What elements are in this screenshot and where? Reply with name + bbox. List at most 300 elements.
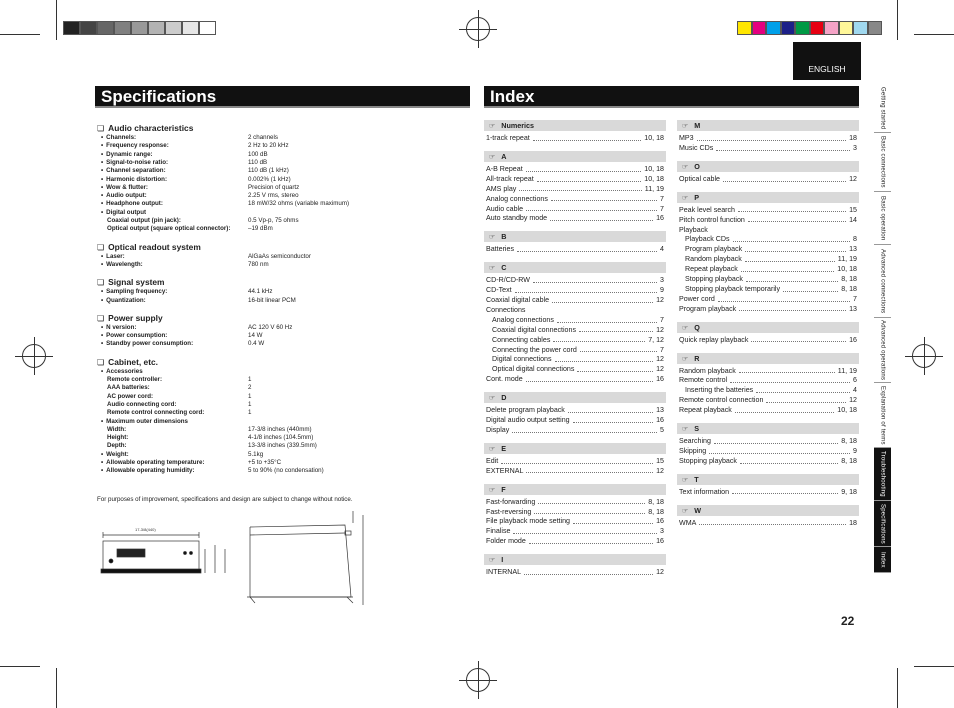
index-term: Cont. mode — [486, 375, 523, 384]
index-term: Digital audio output setting — [486, 416, 570, 424]
spec-key: Height: — [107, 434, 129, 442]
index-page-ref: 7 — [660, 204, 664, 213]
gray-swatch — [199, 21, 216, 35]
index-term: Quick replay playback — [679, 335, 749, 344]
spec-value: 14 W — [248, 332, 263, 340]
spec-key: • N version: — [101, 324, 136, 332]
index-page-ref: 18 — [849, 134, 857, 142]
index-term: Connecting the power cord — [492, 345, 577, 354]
spec-section-heading: ❏ Optical readout system — [97, 242, 201, 252]
spec-key: • Quantization: — [101, 297, 146, 305]
dot-leader — [739, 305, 846, 312]
index-entry — [679, 406, 857, 416]
index-title: Index — [490, 87, 535, 106]
index-entry — [679, 447, 857, 457]
index-entry — [685, 386, 857, 396]
index-page-ref: 8, 18 — [841, 275, 857, 283]
dot-leader — [723, 175, 846, 182]
index-entry — [486, 406, 664, 416]
dot-leader — [783, 285, 838, 292]
index-letter-heading — [677, 192, 859, 203]
spec-value: 2 Hz to 20 kHz — [248, 142, 289, 150]
dot-leader — [552, 296, 653, 303]
index-page-ref: 12 — [656, 466, 664, 475]
front-width-label: 17-3/8(440) — [135, 527, 156, 532]
index-page-ref: 14 — [849, 215, 857, 224]
index-entry — [685, 275, 857, 285]
spec-value: AC 120 V 60 Hz — [248, 323, 293, 331]
spec-value: Precision of quartz — [248, 183, 300, 191]
dot-leader — [579, 326, 653, 333]
index-entry — [486, 306, 664, 316]
index-entry — [679, 226, 857, 236]
index-letter-heading — [677, 161, 859, 172]
dot-leader — [534, 508, 645, 515]
index-term: WMA — [679, 518, 697, 527]
index-letter-heading — [484, 554, 666, 565]
index-term: Playback CDs — [685, 235, 730, 244]
gray-swatch — [148, 21, 165, 35]
color-swatch — [795, 21, 810, 35]
index-page-ref: 11, 19 — [644, 184, 664, 193]
index-page-ref: 16 — [656, 517, 664, 526]
index-page-ref: 10, 18 — [837, 406, 857, 415]
index-entry — [679, 144, 857, 154]
side-tab[interactable] — [874, 448, 891, 501]
index-entry — [486, 508, 664, 518]
index-entry — [486, 568, 664, 578]
index-term: Fast-reversing — [486, 507, 532, 516]
side-tab-label: Troubleshooting — [879, 451, 886, 497]
index-page-ref: 15 — [656, 456, 664, 465]
index-entry — [492, 355, 664, 365]
spec-key: • Frequency response: — [101, 142, 169, 150]
spec-value: 110 dB (1 kHz) — [248, 167, 289, 175]
index-term: Audio cable — [486, 204, 524, 213]
spec-value: 17-3/8 inches (440mm) — [248, 425, 312, 433]
gray-swatch — [165, 21, 182, 35]
dot-leader — [577, 365, 653, 372]
index-term: Stopping playback temporarily — [685, 284, 781, 293]
spec-key: • Headphone output: — [101, 200, 163, 208]
index-term: Fast-forwarding — [486, 497, 536, 506]
spec-key: • Weight: — [101, 451, 129, 459]
index-term: Playback — [679, 225, 708, 234]
index-entry — [679, 396, 857, 406]
index-entry — [492, 326, 664, 336]
index-entry — [486, 527, 664, 537]
dot-leader — [537, 175, 642, 182]
index-page-ref: 9, 18 — [841, 487, 857, 496]
index-page-ref: 11, 19 — [837, 255, 857, 264]
spec-section-heading: ❏ Cabinet, etc. — [97, 357, 158, 367]
index-page-ref: 16 — [656, 214, 664, 223]
dot-leader — [533, 276, 657, 283]
pointing-hand-icon: ☞ — [489, 445, 496, 453]
dot-leader — [733, 235, 850, 242]
dot-leader — [519, 185, 641, 192]
index-term: Inserting the batteries — [685, 386, 754, 395]
index-term: Connecting cables — [492, 335, 551, 344]
index-page-ref: 7, 12 — [648, 335, 664, 344]
index-term: Finalise — [486, 527, 511, 536]
index-page-ref: 10, 18 — [644, 134, 664, 142]
color-swatch — [781, 21, 796, 35]
dot-leader — [738, 206, 846, 213]
index-page-ref: 13 — [656, 406, 664, 415]
index-entry — [486, 537, 664, 547]
registration-mark-left — [22, 344, 46, 368]
pointing-hand-icon: ☞ — [489, 395, 496, 403]
index-entry — [679, 305, 857, 315]
color-swatch — [766, 21, 781, 35]
index-entry — [486, 498, 664, 508]
pointing-hand-icon: ☞ — [682, 476, 689, 484]
dot-leader — [732, 488, 838, 495]
spec-key: Audio connecting cord: — [107, 400, 177, 408]
color-swatch — [839, 21, 854, 35]
dot-leader — [751, 336, 846, 343]
spec-value: –19 dBm — [248, 225, 273, 233]
index-term: Delete program playback — [486, 406, 565, 415]
index-term: Edit — [486, 456, 499, 465]
index-page-ref: 10, 18 — [644, 164, 664, 173]
page-number: 22 — [841, 614, 855, 628]
index-term: Random playback — [685, 255, 742, 264]
spec-key: • Audio output: — [101, 192, 147, 200]
dot-leader — [538, 498, 645, 505]
index-letter-heading — [677, 322, 859, 333]
dot-leader — [745, 255, 835, 262]
index-letter-heading — [484, 231, 666, 242]
index-term: Analog connections — [486, 194, 548, 203]
registration-mark-bottom — [466, 668, 490, 692]
side-tab[interactable] — [874, 547, 891, 573]
index-title-bar — [484, 86, 859, 108]
index-page-ref: 13 — [849, 245, 857, 254]
index-entry — [679, 437, 857, 447]
spec-value: 110 dB — [248, 158, 268, 166]
index-letter-heading — [484, 443, 666, 454]
dot-leader — [555, 355, 654, 362]
index-letter-heading — [677, 120, 859, 131]
spec-key: • Sampling frequency: — [101, 288, 167, 296]
pointing-hand-icon: ☞ — [682, 507, 689, 515]
language-tab — [793, 42, 861, 80]
spec-value: 44.1 kHz — [248, 288, 273, 296]
side-tab-label: Advanced connections — [879, 248, 886, 314]
index-letter-heading — [484, 392, 666, 403]
index-letter: F — [501, 484, 506, 494]
dot-leader — [526, 467, 653, 474]
pointing-hand-icon: ☞ — [682, 163, 689, 171]
index-page-ref: 8 — [853, 235, 857, 244]
spec-key: • Channels: — [101, 134, 136, 142]
index-entry — [486, 205, 664, 215]
index-term: Coaxial digital cable — [486, 296, 550, 304]
index-term: 1-track repeat — [486, 134, 530, 142]
index-letter: B — [501, 232, 507, 242]
index-letter: D — [501, 393, 507, 403]
side-tab[interactable] — [874, 84, 891, 133]
dot-leader — [746, 275, 838, 282]
index-term: Music CDs — [679, 143, 714, 152]
index-letter: A — [501, 151, 507, 161]
index-page-ref: 3 — [660, 276, 664, 285]
spec-key: Remote control connecting cord: — [107, 409, 205, 417]
registration-mark-right — [912, 344, 936, 368]
index-page-ref: 12 — [849, 396, 857, 405]
spec-key: AAA batteries: — [107, 384, 150, 392]
dot-leader — [573, 416, 654, 423]
spec-note: For purposes of improvement, specifications and design are subject to change without notice. — [97, 496, 353, 503]
pointing-hand-icon: ☞ — [489, 486, 496, 494]
dot-leader — [551, 195, 657, 202]
index-page-ref: 5 — [660, 425, 664, 434]
index-entry — [679, 206, 857, 216]
index-letter: Q — [694, 322, 700, 332]
side-tab[interactable] — [874, 383, 891, 448]
dot-leader — [573, 517, 653, 524]
spec-value: 100 dB — [248, 150, 268, 158]
color-swatch — [868, 21, 883, 35]
spec-key: • Signal-to-noise ratio: — [101, 159, 168, 167]
dot-leader — [550, 214, 653, 221]
index-term: Repeat playback — [679, 406, 732, 415]
dimension-drawing — [95, 505, 370, 615]
spec-key: • Dynamic range: — [101, 151, 153, 159]
dot-leader — [517, 245, 657, 252]
index-term: Display — [486, 425, 510, 434]
dot-leader — [741, 265, 834, 272]
index-page-ref: 15 — [849, 205, 857, 214]
index-page-ref: 3 — [660, 527, 664, 536]
dot-leader — [524, 568, 653, 575]
index-page-ref: 12 — [656, 296, 664, 304]
side-tab-label: Explanation of terms — [879, 385, 886, 445]
side-tab[interactable] — [874, 133, 891, 192]
index-page-ref: 8, 18 — [648, 507, 664, 516]
index-entry — [486, 467, 664, 477]
color-swatch — [824, 21, 839, 35]
index-letter: W — [694, 505, 702, 515]
index-page-ref: 18 — [849, 518, 857, 527]
dot-leader — [714, 437, 838, 444]
index-entry — [685, 285, 857, 295]
index-entry — [486, 195, 664, 205]
index-entry — [679, 175, 857, 185]
index-letter: R — [694, 353, 700, 363]
spec-value: 18 mW/32 ohms (variable maximum) — [248, 200, 350, 208]
index-entry — [486, 185, 664, 195]
spec-section-heading: ❏ Signal system — [97, 277, 165, 287]
index-entry — [492, 365, 664, 375]
spec-value: 2 — [248, 384, 252, 392]
index-page-ref: 9 — [660, 286, 664, 295]
dot-leader — [526, 205, 657, 212]
spec-key: • Wavelength: — [101, 261, 143, 269]
side-tab-label: Index — [879, 551, 886, 568]
index-entry — [486, 245, 664, 255]
index-term: Auto standby mode — [486, 214, 548, 223]
index-term: All-track repeat — [486, 174, 534, 183]
pointing-hand-icon: ☞ — [489, 557, 496, 565]
index-term: Pitch control function — [679, 215, 745, 224]
index-term: Program playback — [679, 304, 737, 313]
index-page-ref: 11, 19 — [837, 366, 857, 375]
index-page-ref: 16 — [656, 416, 664, 424]
pointing-hand-icon: ☞ — [682, 426, 689, 433]
index-entry — [685, 265, 857, 275]
index-letter-heading — [484, 151, 666, 162]
spec-value: 2 channels — [248, 134, 278, 141]
spec-key: • Allowable operating temperature: — [101, 459, 205, 467]
index-term: Optical digital connections — [492, 365, 575, 374]
index-letter: Numerics — [501, 121, 535, 130]
index-letter-heading — [484, 484, 666, 495]
side-tab[interactable] — [874, 501, 891, 547]
registration-mark-top — [466, 17, 490, 41]
index-entry — [679, 216, 857, 226]
pointing-hand-icon: ☞ — [489, 234, 496, 242]
index-entry — [679, 488, 857, 498]
spec-value: 4-1/8 inches (104.5mm) — [248, 434, 314, 442]
index-letter-heading — [484, 120, 666, 131]
side-tab-label: Advanced operations — [879, 319, 886, 381]
spec-key: Width: — [107, 425, 127, 433]
index-letter-heading — [677, 353, 859, 364]
spec-key: • Harmonic distortion: — [101, 176, 167, 184]
index-entry — [685, 245, 857, 255]
index-term: CD-Text — [486, 286, 512, 295]
dot-leader — [730, 376, 850, 383]
spec-value: 5 to 90% (no condensation) — [248, 467, 324, 475]
spec-value: 0.5 Vp-p, 75 ohms — [248, 217, 299, 224]
index-letter: P — [694, 192, 700, 202]
spec-value: 5.1kg — [248, 450, 264, 458]
spec-value: 16-bit linear PCM — [248, 296, 296, 304]
side-tab-label: Getting started — [879, 86, 886, 130]
spec-value: 1 — [248, 392, 252, 400]
index-letter-heading — [484, 262, 666, 273]
index-page-ref: 12 — [656, 325, 664, 334]
side-tab[interactable] — [874, 192, 891, 245]
pointing-hand-icon: ☞ — [489, 153, 496, 161]
pointing-hand-icon: ☞ — [682, 355, 689, 363]
index-letter: M — [694, 121, 701, 130]
spec-value: 0.4 W — [248, 340, 265, 348]
dot-leader — [501, 457, 653, 464]
index-entry — [486, 416, 664, 426]
spec-key: • Channel separation: — [101, 167, 166, 175]
index-entry — [492, 346, 664, 356]
index-letter-heading — [677, 423, 859, 434]
dot-leader — [513, 527, 657, 534]
spec-value: 0.002% (1 kHz) — [248, 175, 291, 183]
index-letter: C — [501, 263, 507, 273]
index-term: Skipping — [679, 446, 707, 455]
gray-swatch — [97, 21, 114, 35]
dot-leader — [745, 245, 846, 252]
side-tab-label: Specifications — [879, 503, 886, 544]
dot-leader — [526, 375, 653, 382]
spec-key: Remote controller: — [107, 376, 163, 383]
index-entry — [486, 214, 664, 224]
index-page-ref: 16 — [656, 537, 664, 546]
index-term: Searching — [679, 437, 711, 445]
index-term: CD-R/CD-RW — [486, 276, 530, 285]
dot-leader — [568, 406, 653, 413]
index-term: Optical cable — [679, 174, 721, 183]
spec-value: 1 — [248, 400, 252, 408]
index-page-ref: 8, 18 — [841, 456, 857, 465]
index-term: Digital connections — [492, 355, 552, 364]
index-page-ref: 12 — [656, 568, 664, 577]
index-letter-heading — [677, 505, 859, 516]
dot-leader — [740, 457, 838, 464]
dot-leader — [739, 367, 835, 374]
index-term: Stopping playback — [685, 275, 743, 283]
gray-swatch — [182, 21, 199, 35]
dot-leader — [533, 134, 642, 141]
index-entry — [685, 255, 857, 265]
index-term: Coaxial digital connections — [492, 325, 576, 334]
index-letter: I — [501, 555, 504, 565]
index-letter: T — [694, 474, 699, 484]
spec-key: • Accessories — [101, 368, 143, 376]
index-entry — [486, 426, 664, 436]
index-term: AMS play — [486, 184, 517, 193]
side-tab[interactable] — [874, 245, 891, 318]
spec-value: 13-3/8 inches (339.5mm) — [248, 442, 317, 450]
gray-swatch — [114, 21, 131, 35]
index-page-ref: 13 — [849, 304, 857, 313]
index-entry — [486, 375, 664, 385]
spec-key: AC power cord: — [107, 392, 154, 400]
index-term: Text information — [679, 487, 730, 496]
index-page-ref: 10, 18 — [644, 174, 664, 183]
index-entry — [679, 457, 857, 467]
spec-key: • Digital output — [101, 209, 146, 217]
index-term: EXTERNAL — [486, 466, 524, 475]
spec-value: 2.25 V rms, stereo — [248, 192, 299, 200]
index-entry — [679, 367, 857, 377]
index-term: Program playback — [685, 245, 743, 254]
index-entry — [486, 517, 664, 527]
index-entry — [679, 295, 857, 305]
side-tab[interactable] — [874, 318, 891, 383]
pointing-hand-icon: ☞ — [682, 123, 689, 130]
gray-swatch — [131, 21, 148, 35]
index-page-ref: 7 — [660, 315, 664, 324]
index-page-ref: 3 — [853, 143, 857, 152]
index-entry — [486, 457, 664, 467]
index-entry — [486, 175, 664, 185]
pointing-hand-icon: ☞ — [489, 265, 496, 273]
spec-key: • Standby power consumption: — [101, 340, 193, 348]
index-letter: S — [694, 424, 700, 433]
index-entry — [679, 336, 857, 346]
dot-leader — [756, 386, 850, 393]
color-swatch — [810, 21, 825, 35]
gray-swatch — [63, 21, 80, 35]
spec-key: Depth: — [107, 442, 127, 450]
dot-leader — [697, 134, 847, 141]
index-term: Random playback — [679, 366, 736, 375]
pointing-hand-icon: ☞ — [682, 194, 689, 202]
spec-key: • Power consumption: — [101, 332, 167, 340]
index-entry — [486, 286, 664, 296]
